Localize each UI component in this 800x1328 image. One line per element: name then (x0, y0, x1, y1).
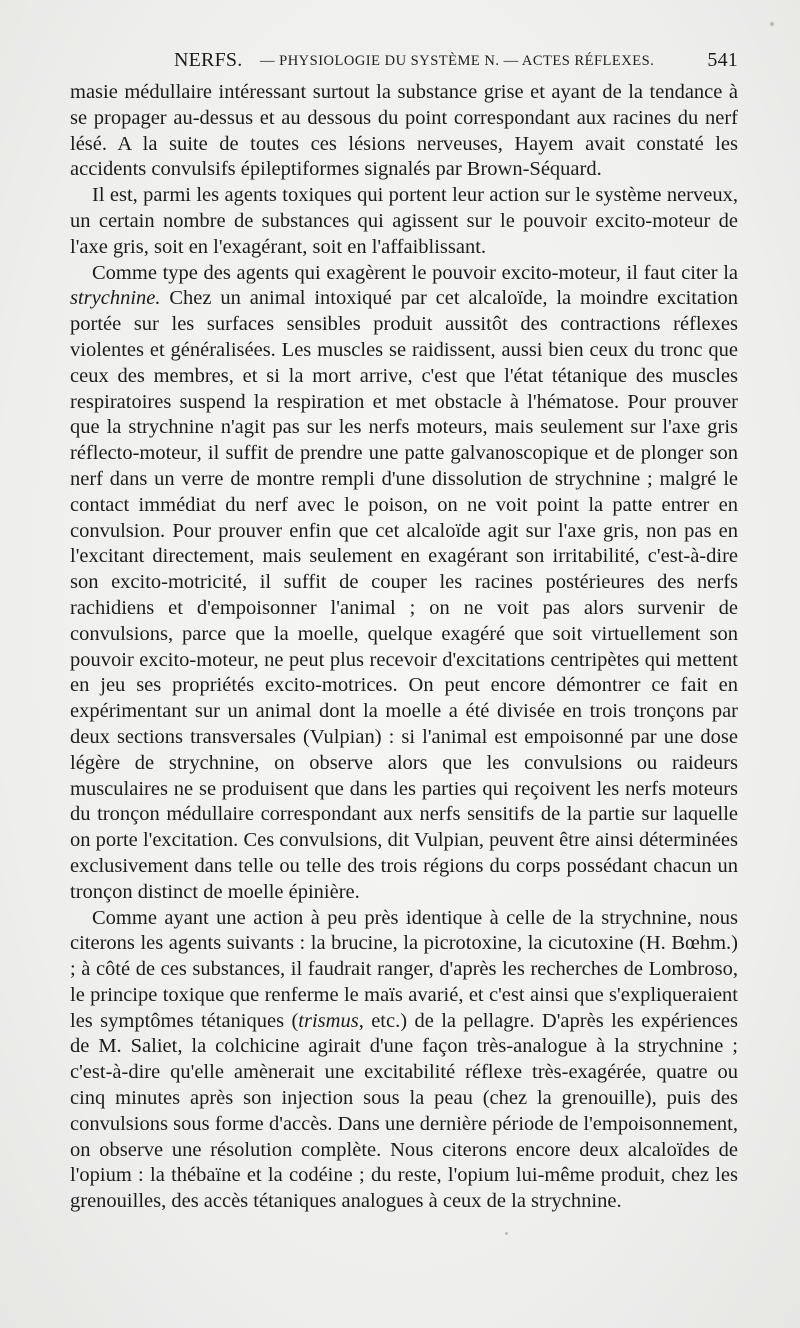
paragraph (70, 183, 738, 260)
paper-speck (770, 22, 774, 26)
paragraph (70, 261, 738, 906)
header-subtitle: — PHYSIOLOGIE DU SYSTÈME N. — ACTES RÉFLEXES. (260, 53, 655, 69)
italic-term: trismus (298, 1009, 359, 1032)
running-header (148, 46, 738, 74)
paragraph (70, 906, 738, 1216)
page-number: 541 (707, 49, 738, 71)
body-text (70, 80, 738, 1215)
paper-speck (505, 1232, 508, 1235)
paragraph-text: , etc.) de la pellagre. D'après les expériences de M. Saliet, la colchicine agirait d'une façon très-analogue à la strychnine ; c'est-à-dire qu'elle amènerait une excitabilité réflexe très-exagérée, quatre ou cinq minutes après son injection sous la peau (chez la grenouille), puis des convulsions sous forme d'accès. Dans une dernière période de l'empoisonnement, on observe une résolution complète. Nous citerons encore deux alcaloïdes de l'opium : la thébaïne et la codéine ; du reste, l'opium lui-même produit, chez les grenouilles, des accès tétaniques analogues à ceux de la strychnine. (70, 1009, 738, 1213)
paragraph-text: masie médullaire intéressant surtout la substance grise et ayant de la tendance à se propager au-dessus et au dessous du point correspondant aux racines du nerf lésé. A la suite de toutes ces lésions nerveuses, Hayem avait constaté les accidents convulsifs épileptiformes signalés par Brown-Séquard. (70, 81, 738, 181)
header-section-title: NERFS. (174, 49, 243, 71)
paragraph-text: Il est, parmi les agents toxiques qui portent leur action sur le système nerveux, un certain nombre de substances qui agissent sur le pouvoir excito-moteur de l'axe gris, soit en l'exagérant, soit en l'affaiblissant. (70, 184, 738, 258)
paragraph-text: Comme ayant une action à peu près identique à celle de la strychnine, nous citerons les agents suivants : la brucine, la picrotoxine, la cicutoxine (H. Bœhm.) ; à côté de ces substances, il faudrait ranger, d'après les recherches de Lombroso, le principe toxique que renferme le maïs avarié, et c'est ainsi que s'expliqueraient les symptômes tétaniques ( (70, 906, 738, 1032)
paragraph (70, 80, 738, 183)
paragraph-text: Comme type des agents qui exagèrent le pouvoir excito-moteur, il faut citer la (92, 261, 738, 284)
italic-term: strychnine. (70, 287, 161, 310)
paragraph-text: Chez un animal intoxiqué par cet alcaloïde, la moindre excitation portée sur les surfaces sensibles produit aussitôt des contractions réflexes violentes et généralisées. Les muscles se raidissent, aussi bien ceux du tronc que ceux des membres, et si la mort arrive, c'est que l'état tétanique des muscles respiratoires suspend la respiration et met obstacle à l'hématose. Pour prouver que la strychnine n'agit pas sur les nerfs moteurs, mais seulement sur l'axe gris réflecto-moteur, il suffit de prendre une patte galvanoscopique et de plonger son nerf dans un verre de montre rempli d'une dissolution de strychnine ; malgré le contact immédiat du nerf avec le poison, on ne voit point la patte entrer en convulsion. Pour prouver enfin que cet alcaloïde agit sur l'axe gris, non pas en l'excitant directement, mais seulement en exagérant son irritabilité, c'est-à-dire son excito-motricité, il suffit de couper les racines postérieures des nerfs rachidiens et d'empoisonner l'animal ; on ne voit pas alors survenir de convulsions, parce que la moelle, quelque exagéré que soit virtuellement son pouvoir excito-moteur, ne peut plus recevoir d'excitations centripètes qui mettent en jeu ses propriétés excito-motrices. On peut encore démontrer ce fait en expérimentant sur un animal dont la moelle a été divisée en trois tronçons par deux sections transversales (Vulpian) : si l'animal est empoisonné par une dose légère de strychnine, on observe alors que les convulsions ou raideurs musculaires ne se produisent que dans les parties qui reçoivent les nerfs moteurs du tronçon médullaire correspondant aux nerfs sensitifs de la partie sur laquelle on porte l'excitation. Ces convulsions, dit Vulpian, peuvent être ainsi déterminées exclusivement dans telle ou telle des trois régions du corps possédant chacun un tronçon distinct de moelle épinière. (70, 287, 738, 903)
